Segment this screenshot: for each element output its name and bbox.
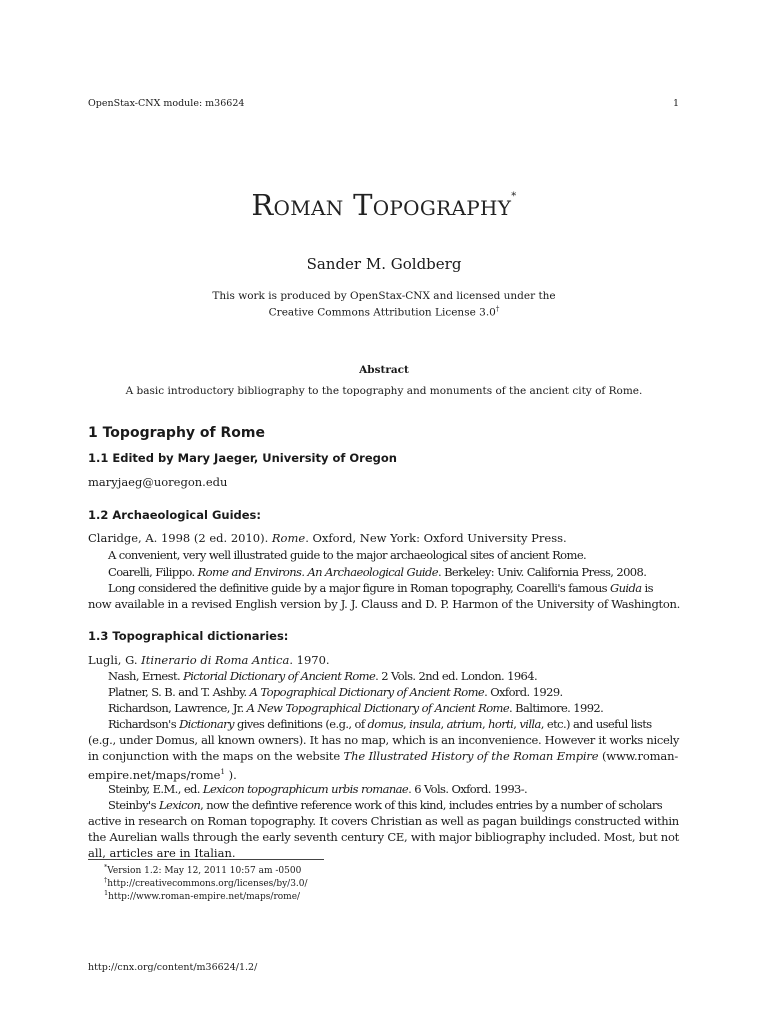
license-name: Creative Commons Attribution License 3.0 <box>268 306 496 319</box>
bib-text: Steinby's <box>108 798 159 812</box>
footnote-link[interactable]: http://www.roman-empire.net/maps/rome/ <box>108 892 301 902</box>
subsection-heading-1-1: 1.1 Edited by Mary Jaeger, University of Oregon <box>88 451 397 465</box>
term: insula <box>409 717 441 731</box>
abstract-text: A basic introductory bibliography to the topography and monuments of the ancient city of Rome. <box>125 385 643 397</box>
page-number: 1 <box>673 98 680 109</box>
bib-title: Rome and Environs. An Archaeological Guide <box>197 565 438 579</box>
bib-text: Coarelli, Filippo. <box>108 565 198 579</box>
bib-note-richardson-4 <box>88 764 682 783</box>
bib-note-richardson-2: (e.g., under Domus, all known owners). It has no map, which is an inconvenience. However it works nicely <box>88 733 680 747</box>
license-line-1: This work is produced by OpenStax-CNX and licensed under the <box>212 290 556 302</box>
bib-title: Lexicon <box>158 798 201 812</box>
bib-text: Richardson's <box>108 717 180 731</box>
bib-text: Lugli, G. <box>88 653 142 667</box>
footnote-map-url <box>104 889 300 902</box>
term: domus <box>367 717 404 731</box>
title-text: Roman Topography <box>251 188 512 222</box>
bib-title: The Illustrated History of the Roman Empire <box>343 749 599 763</box>
link-text[interactable]: empire.net/maps/rome <box>88 767 221 782</box>
bib-text: (www.roman- <box>598 749 679 763</box>
bib-text: Richardson, Lawrence, Jr. <box>108 701 247 715</box>
bib-text: , <box>440 717 447 731</box>
title-footnote-mark: * <box>511 191 517 202</box>
bib-text: , etc.) and useful lists <box>540 717 652 731</box>
bib-text: . Berkeley: Univ. California Press, 2008. <box>437 565 647 579</box>
bib-text: Long considered the definitive guide by a major figure in Roman topography, Coarelli's famous <box>108 581 610 595</box>
bib-text: , <box>403 717 410 731</box>
bib-text: . 2 Vols. 2nd ed. London. 1964. <box>375 669 538 683</box>
bib-text: gives definitions (e.g., of <box>233 717 368 731</box>
bib-text: , <box>481 717 489 731</box>
footnote-text: Version 1.2: May 12, 2011 10:57 am -0500 <box>107 866 302 876</box>
footnote-rule <box>88 859 324 860</box>
subsection-heading-1-3: 1.3 Topographical dictionaries: <box>88 629 289 643</box>
bib-note-steinby-3: the Aurelian walls through the early seventh century CE, with major bibliography included. Most, but not <box>88 830 679 844</box>
bib-text: is <box>641 581 653 595</box>
running-header-module: OpenStax-CNX module: m36624 <box>88 98 245 109</box>
bib-entry-platner <box>108 684 702 700</box>
bib-title: Itinerario di Roma Antica <box>141 653 290 667</box>
bib-entry-steinby <box>108 781 702 797</box>
term: atrium <box>446 717 482 731</box>
bib-title: A New Topographical Dictionary of Ancient Rome <box>246 701 510 715</box>
bib-text: Claridge, A. 1998 (2 ed. 2010). <box>88 531 272 545</box>
bib-text: in conjunction with the maps on the website <box>88 749 344 763</box>
bib-text: ). <box>224 767 237 782</box>
footnote-mark: 1 <box>220 768 225 776</box>
bib-entry-claridge <box>88 530 682 546</box>
section-heading: 1 Topography of Rome <box>88 425 265 441</box>
abstract-heading: Abstract <box>359 364 409 376</box>
subsection-heading-1-2: 1.2 Archaeological Guides: <box>88 508 261 522</box>
bib-text: , <box>513 717 520 731</box>
bib-title: Rome <box>271 531 306 545</box>
bib-title: Guida <box>610 581 642 595</box>
bib-note-coarelli-2: now available in a revised English version by J. J. Clauss and D. P. Harmon of the University of Washington. <box>88 597 680 611</box>
footnote-license-url <box>104 876 308 889</box>
footnote-mark: * <box>104 863 108 871</box>
bib-note-richardson-3 <box>88 748 682 764</box>
footnote-version <box>104 863 301 876</box>
editor-email: maryjaeg@uoregon.edu <box>88 475 228 489</box>
bib-entry-nash <box>108 668 702 684</box>
bib-text: , now the defintive reference work of this kind, includes entries by a number of scholars <box>200 798 663 812</box>
license-footnote-mark: † <box>495 305 500 313</box>
document-title <box>0 188 768 222</box>
bib-text: Platner, S. B. and T. Ashby. <box>108 685 250 699</box>
bib-text: . Oxford. 1929. <box>484 685 563 699</box>
term: horti <box>488 717 514 731</box>
bib-text: . 1970. <box>289 653 330 667</box>
bib-note-coarelli-1 <box>108 580 702 596</box>
bib-note-richardson-1 <box>108 716 702 732</box>
footnote-mark: 1 <box>104 889 109 897</box>
bib-note-steinby-2: active in research on Roman topography. It covers Christian as well as pagan buildings constructed within <box>88 814 679 828</box>
term: villa <box>519 717 541 731</box>
bib-entry-lugli <box>88 652 682 668</box>
bib-title: A Topographical Dictionary of Ancient Rome <box>249 685 485 699</box>
license-line-2 <box>0 305 768 319</box>
bib-title: Pictorial Dictionary of Ancient Rome <box>183 669 376 683</box>
bib-entry-richardson <box>108 700 702 716</box>
bib-text: . Baltimore. 1992. <box>509 701 604 715</box>
bib-note-steinby-4: all, articles are in Italian. <box>88 846 236 860</box>
bib-title: Dictionary <box>179 717 234 731</box>
bib-text: Steinby, E.M., ed. <box>108 782 203 796</box>
bib-text: Nash, Ernest. <box>108 669 184 683</box>
bib-note-steinby-1 <box>108 797 702 813</box>
footnote-mark: † <box>104 876 108 884</box>
bib-text: . Oxford, New York: Oxford University Press. <box>305 531 567 545</box>
footnote-link[interactable]: http://creativecommons.org/licenses/by/3.0/ <box>107 879 308 889</box>
bib-note-claridge: A convenient, very well illustrated guide to the major archaeological sites of ancient Rome. <box>108 548 587 562</box>
bib-entry-coarelli <box>108 564 702 580</box>
author: Sander M. Goldberg <box>306 255 462 273</box>
bib-title: Lexicon topographicum urbis romanae <box>202 782 409 796</box>
bib-text: . 6 Vols. Oxford. 1993-. <box>408 782 528 796</box>
footer-url[interactable]: http://cnx.org/content/m36624/1.2/ <box>88 962 258 973</box>
